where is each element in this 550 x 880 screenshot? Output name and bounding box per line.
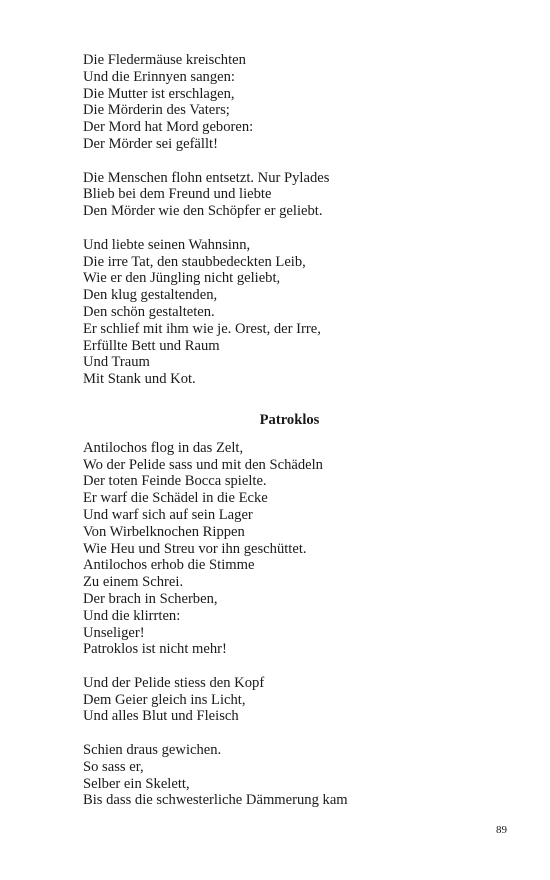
poem-continued	[83, 52, 503, 388]
verse-line: Blieb bei dem Freund und liebte	[83, 186, 272, 203]
verse-line: Antilochos erhob die Stimme	[83, 557, 255, 574]
verse-line: Er schlief mit ihm wie je. Orest, der Irre,	[83, 320, 321, 337]
verse-line: Unseliger!	[83, 624, 145, 641]
verse-line: Und liebte seinen Wahnsinn,	[83, 236, 251, 253]
verse-line: Die Menschen flohn entsetzt. Nur Pylades	[83, 169, 330, 186]
page-text	[83, 52, 503, 809]
verse-line: Zu einem Schrei.	[83, 574, 184, 591]
verse-line: Wie er den Jüngling nicht geliebt,	[83, 270, 281, 287]
stanza	[83, 237, 503, 388]
verse-line: Der Mörder sei gefällt!	[83, 135, 218, 152]
verse-line: Die Mörderin des Vaters;	[83, 102, 230, 119]
verse-line: Selber ein Skelett,	[83, 775, 190, 792]
verse-line: Und Traum	[83, 354, 150, 371]
title-spacing	[83, 429, 503, 440]
stanza	[83, 742, 503, 809]
poem-patroklos	[83, 412, 503, 809]
verse-line: Schien draus gewichen.	[83, 742, 222, 759]
verse-line: Wie Heu und Streu vor ihn geschüttet.	[83, 540, 307, 557]
stanza-break	[83, 153, 503, 170]
verse-line: Und die Erinnyen sangen:	[83, 68, 235, 85]
verse-line: Er warf die Schädel in die Ecke	[83, 490, 268, 507]
verse-line: Wo der Pelide sass und mit den Schädeln	[83, 456, 323, 473]
verse-line: Den Mörder wie den Schöpfer er geliebt.	[83, 203, 323, 220]
verse-line: Dem Geier gleich ins Licht,	[83, 691, 246, 708]
verse-line: Patroklos ist nicht mehr!	[83, 641, 227, 658]
verse-line: Und warf sich auf sein Lager	[83, 506, 253, 523]
stanza	[83, 440, 503, 658]
verse-line: Antilochos flog in das Zelt,	[83, 439, 244, 456]
verse-line: Der brach in Scherben,	[83, 590, 218, 607]
stanza	[83, 52, 503, 153]
page-number: 89	[496, 824, 507, 836]
verse-line: Bis dass die schwesterliche Dämmerung kam	[83, 792, 348, 809]
verse-line: So sass er,	[83, 758, 144, 775]
verse-line: Und alles Blut und Fleisch	[83, 708, 239, 725]
stanza	[83, 675, 503, 725]
verse-line: Erfüllte Bett und Raum	[83, 337, 220, 354]
verse-line: Der toten Feinde Bocca spielte.	[83, 473, 267, 490]
verse-line: Den klug gestaltenden,	[83, 287, 218, 304]
verse-line: Die irre Tat, den staubbedeckten Leib,	[83, 253, 306, 270]
stanza-break	[83, 658, 503, 675]
verse-line: Die Mutter ist erschlagen,	[83, 85, 235, 102]
stanza	[83, 170, 503, 220]
verse-line: Die Fledermäuse kreischten	[83, 52, 246, 68]
verse-line: Von Wirbelknochen Rippen	[83, 523, 245, 540]
verse-line: Mit Stank und Kot.	[83, 371, 196, 388]
stanza-break	[83, 220, 503, 237]
verse-line: Und der Pelide stiess den Kopf	[83, 674, 265, 691]
section-break	[83, 388, 503, 412]
verse-line: Den schön gestalteten.	[83, 303, 215, 320]
verse-line: Und die klirrten:	[83, 607, 181, 624]
stanza-break	[83, 725, 503, 742]
poem-title: Patroklos	[259, 411, 320, 428]
verse-line: Der Mord hat Mord geboren:	[83, 119, 254, 136]
